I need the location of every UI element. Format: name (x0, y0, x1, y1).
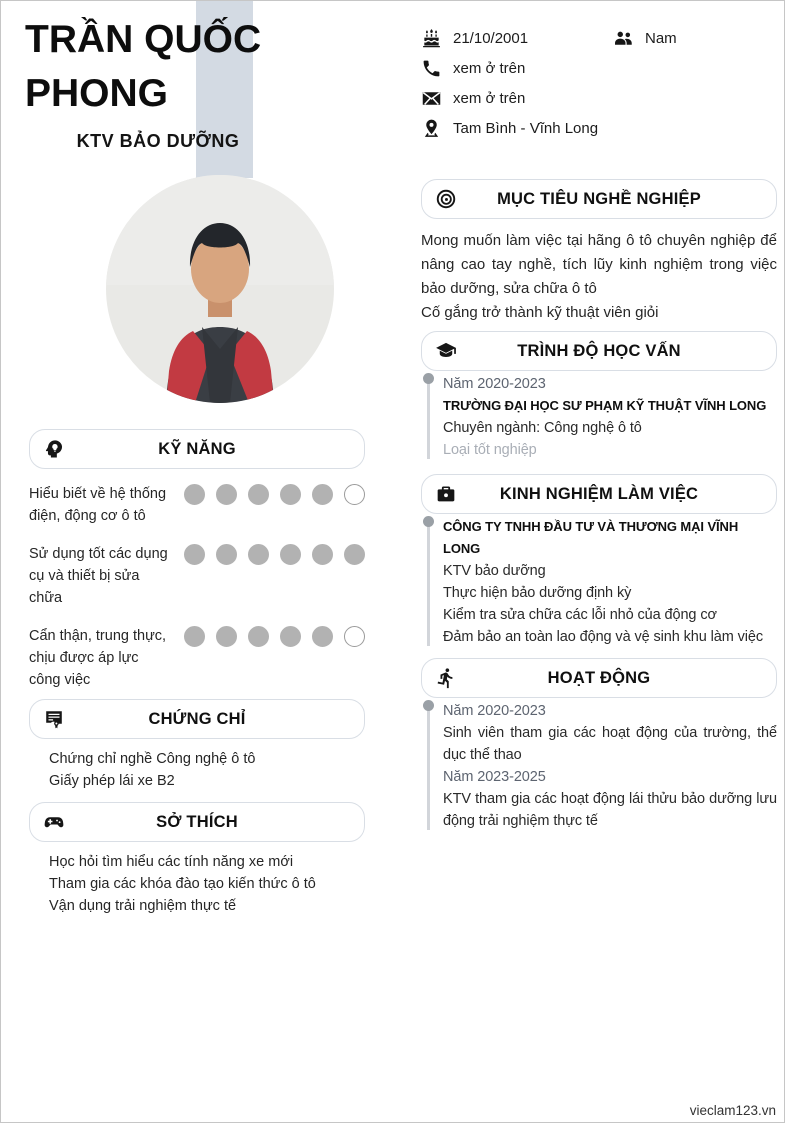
skill-dot (248, 626, 269, 647)
section-header-hobbies (29, 802, 365, 842)
skill-dot (280, 484, 301, 505)
section-title: KỸ NĂNG (158, 439, 236, 458)
objective-body (421, 229, 777, 325)
portrait-placeholder (106, 175, 334, 403)
section-header-objective (421, 179, 777, 219)
brand-watermark: vieclam123.vn (689, 1103, 776, 1118)
certificates-body (29, 748, 365, 792)
mail-icon (421, 88, 442, 109)
runner-icon (435, 667, 457, 689)
skill-label: Sử dụng tốt các dụng cụ và thiết bị sửa chữa (29, 546, 168, 606)
skill-dot (216, 484, 237, 505)
gender-row (613, 23, 777, 53)
activity-period: Năm 2020-2023 (443, 703, 546, 719)
skill-label: Hiểu biết về hệ thống điện, động cơ ô tô (29, 486, 167, 524)
skill-dot (216, 544, 237, 565)
certificate-line: Giấy phép lái xe B2 (49, 773, 175, 789)
section-title: HOẠT ĐỘNG (547, 668, 651, 687)
hobby-line: Học hỏi tìm hiểu các tính năng xe mới (49, 854, 294, 870)
section-title: KINH NGHIỆM LÀM VIỆC (499, 484, 699, 503)
section-header-certificates (29, 699, 365, 739)
education-grade-placeholder: Loại tốt nghiệp (443, 442, 537, 458)
birthday-row (421, 23, 613, 53)
graduation-cap-icon (435, 340, 457, 362)
map-pin-icon (421, 118, 442, 139)
job-title: KTV BẢO DƯỠNG (76, 131, 240, 151)
skill-dot (312, 626, 333, 647)
education-entry (427, 373, 777, 461)
skill-row (29, 625, 365, 691)
hobbies-body (29, 851, 365, 917)
section-title: TRÌNH ĐỘ HỌC VẤN (517, 341, 681, 360)
email-value: xem ở trên (453, 89, 526, 107)
certificate-line: Chứng chỉ nghề Công nghệ ô tô (49, 751, 256, 767)
skill-dot (184, 626, 205, 647)
skill-dot (344, 626, 365, 647)
address-value: Tam Bình - Vĩnh Long (453, 119, 599, 137)
education-school: TRƯỜNG ĐẠI HỌC SƯ PHẠM KỸ THUẬT VĨNH LONG (443, 398, 767, 413)
phone-row (421, 53, 777, 83)
section-header-skills (29, 429, 365, 469)
target-icon (435, 188, 457, 210)
gender-value: Nam (645, 29, 677, 47)
skill-dot (184, 544, 205, 565)
experience-line: KTV bảo dưỡng (443, 563, 546, 579)
hobby-line: Vận dụng trải nghiệm thực tế (49, 898, 237, 914)
experience-company: CÔNG TY TNHH ĐẦU TƯ VÀ THƯƠNG MẠI VĨNH LONG (443, 519, 739, 556)
section-header-education (421, 331, 777, 371)
experience-line: Đảm bảo an toàn lao động và vệ sinh khu làm việc (443, 629, 764, 645)
experience-entry (427, 516, 777, 648)
section-header-activities (421, 658, 777, 698)
section-header-experience (421, 474, 777, 514)
section-title: MỤC TIÊU NGHỀ NGHIỆP (497, 189, 701, 208)
skill-dot (280, 626, 301, 647)
skill-dot (344, 484, 365, 505)
gamepad-icon (43, 811, 65, 833)
briefcase-icon (435, 483, 457, 505)
skill-dot (312, 484, 333, 505)
skill-row (29, 543, 365, 609)
skill-dot (312, 544, 333, 565)
experience-line: Thực hiện bảo dưỡng định kỳ (443, 585, 632, 601)
profile-photo (106, 175, 334, 403)
address-row (421, 113, 777, 143)
activity-desc: Sinh viên tham gia các hoạt động của trường, thể dục thể thao (443, 725, 777, 763)
skill-dot (280, 544, 301, 565)
cake-icon (421, 28, 442, 49)
activity-desc: KTV tham gia các hoạt động lái thửu bảo dưỡng lưu động trải nghiệm thực tế (443, 791, 777, 829)
activities-entry (427, 700, 777, 832)
phone-value: xem ở trên (453, 59, 526, 77)
certificate-icon (43, 708, 65, 730)
education-major: Chuyên ngành: Công nghệ ô tô (443, 420, 642, 436)
activity-period: Năm 2023-2025 (443, 769, 546, 785)
left-column (29, 429, 365, 917)
phone-icon (421, 58, 442, 79)
skill-dot (216, 626, 237, 647)
skill-rating (184, 544, 365, 565)
head-idea-icon (43, 438, 65, 460)
section-title: CHỨNG CHỈ (148, 709, 246, 728)
hobby-line: Tham gia các khóa đào tạo kiến thức ô tô (49, 876, 316, 892)
email-row (421, 83, 777, 113)
education-period: Năm 2020-2023 (443, 376, 546, 392)
skill-rating (184, 484, 365, 505)
skill-row (29, 483, 365, 527)
section-title: SỞ THÍCH (156, 812, 238, 831)
objective-line: Cố gắng trở thành kỹ thuật viên giỏi (421, 304, 659, 321)
people-icon (613, 28, 634, 49)
experience-line: Kiểm tra sửa chữa các lỗi nhỏ của động cơ (443, 607, 717, 623)
skill-dot (344, 544, 365, 565)
right-column (421, 23, 777, 832)
skill-rating (184, 626, 365, 647)
skill-dot (248, 544, 269, 565)
candidate-name: TRẦN QUỐC PHONG (25, 18, 262, 115)
skill-dot (248, 484, 269, 505)
objective-line: Mong muốn làm việc tại hãng ô tô chuyên nghiệp để nâng cao tay nghề, tích lũy kinh nghiệm trong việc bảo dưỡng, sửa chữa ô tô (421, 232, 777, 297)
skill-dot (184, 484, 205, 505)
skill-label: Cẩn thận, trung thực, chịu được áp lực công việc (29, 628, 167, 688)
birthday-value: 21/10/2001 (453, 29, 529, 47)
contact-info (421, 23, 777, 143)
